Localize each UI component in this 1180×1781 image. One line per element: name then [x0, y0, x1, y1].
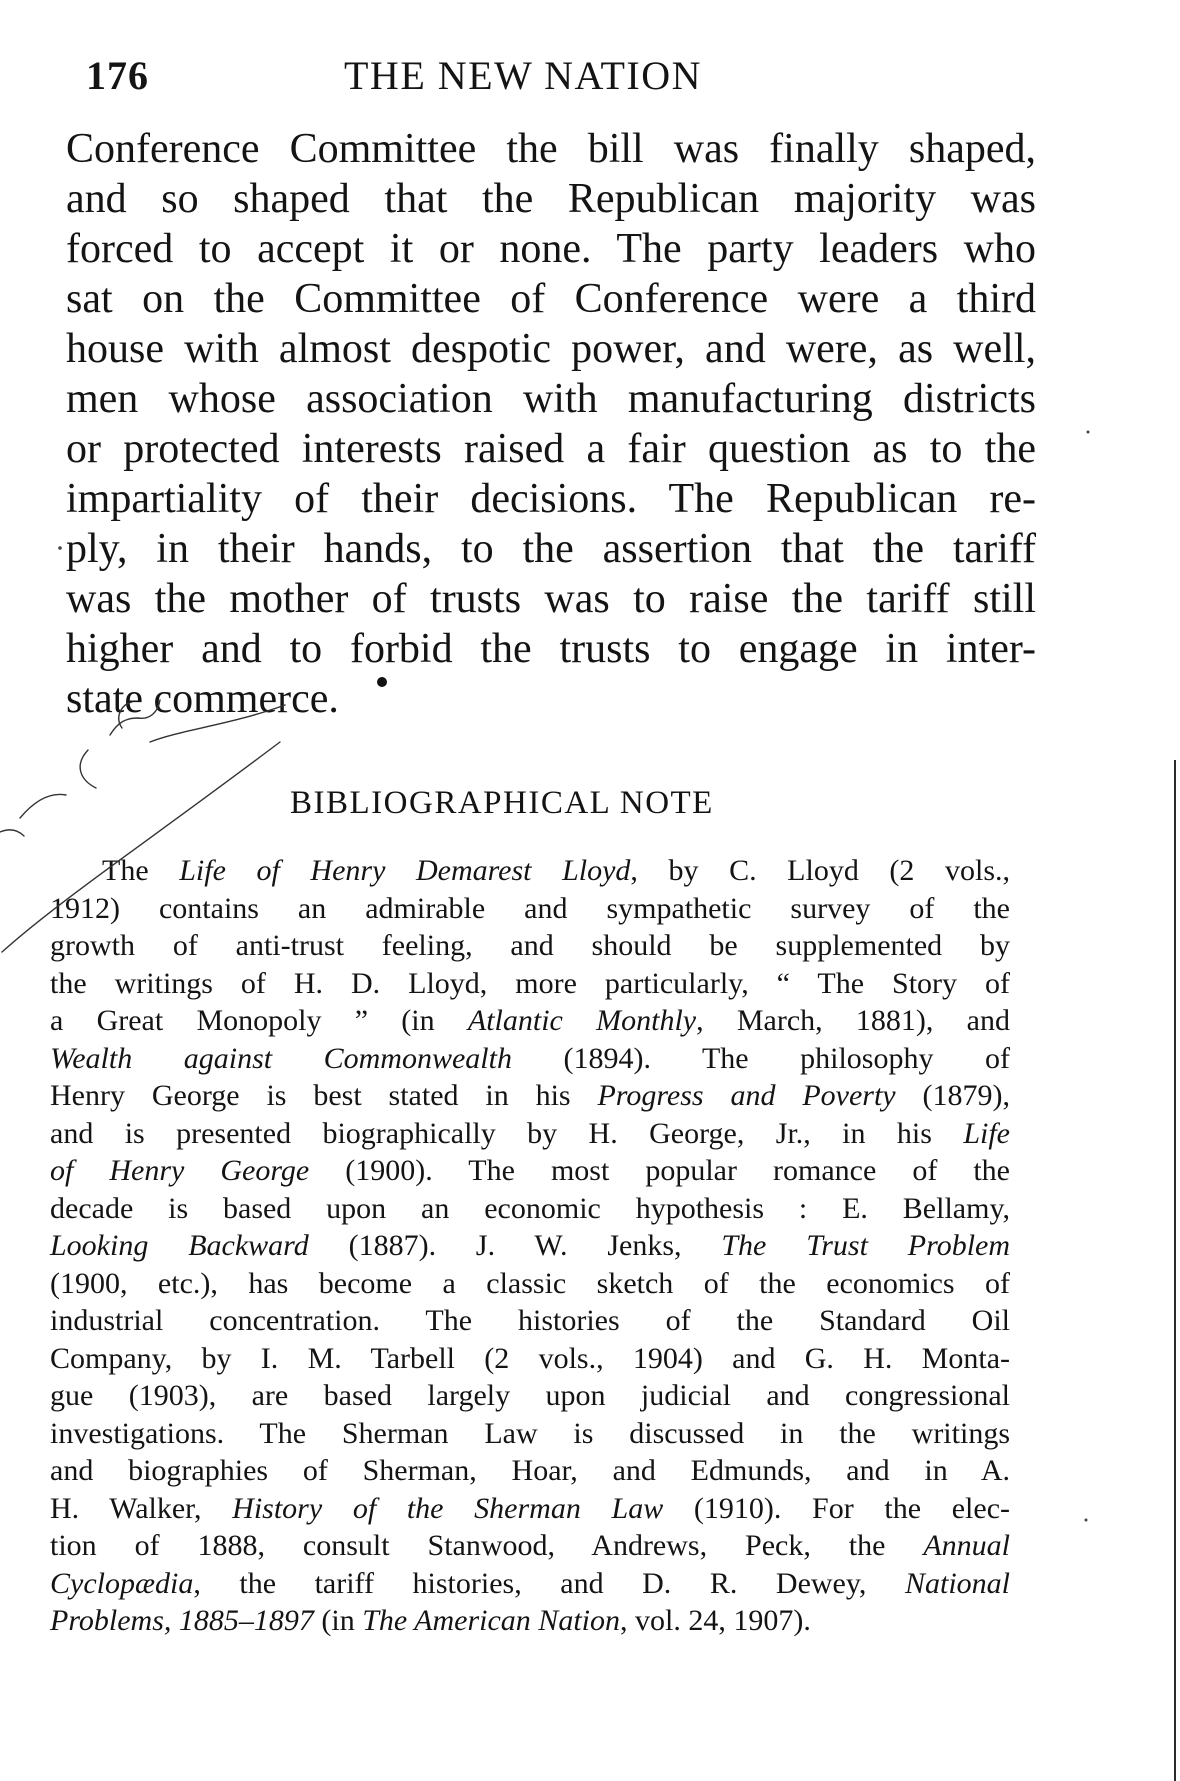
italic-title: Life of Henry Demarest Lloyd — [179, 854, 631, 887]
italic-title: The American Nation — [362, 1604, 620, 1637]
italic-title: Wealth against Commonwealth — [50, 1041, 512, 1075]
body-line: and so shaped that the Republican majority was — [66, 176, 1036, 222]
note-text-run: tion of 1888, consult Stanwood, Andrews, Peck, the — [50, 1529, 924, 1562]
ink-speck — [1085, 1519, 1088, 1522]
note-text-run: the writings of H. D. Lloyd, more particularly, “ The Story of — [50, 966, 1010, 1000]
pencil-stroke — [2, 742, 280, 952]
note-text-run: decade is based upon an economic hypothesis : E. Bellamy, — [50, 1191, 1010, 1225]
note-text-run: (1910). For the elec- — [663, 1491, 1011, 1525]
italic-title: Progress and Poverty — [597, 1079, 896, 1112]
page-edge-rule — [1174, 760, 1176, 1781]
body-line: was the mother of trusts was to raise the tariff still — [66, 576, 1036, 622]
italic-title: Cyclopædia — [50, 1566, 194, 1600]
note-text-run: Company, by I. M. Tarbell (2 vols., 1904) and G. H. Monta- — [50, 1341, 1010, 1375]
ink-speck — [1087, 431, 1090, 434]
note-text-run: growth of anti-trust feeling, and should be supplemented by — [50, 929, 1010, 962]
italic-title: Annual — [923, 1529, 1010, 1562]
note-text-run: (1900, etc.), has become a classic sketch of the economics of — [50, 1266, 1010, 1300]
bibliographical-note-heading: BIBLIOGRAPHICAL NOTE — [290, 785, 714, 821]
pencil-stroke — [119, 702, 132, 728]
note-text-run: , by C. Lloyd (2 vols., — [630, 854, 1011, 887]
italic-title: Problems, 1885–1897 — [50, 1604, 314, 1637]
body-line: sat on the Committee of Conference were a third — [66, 276, 1036, 322]
note-text-run: (1887). J. W. Jenks, — [308, 1229, 722, 1262]
ink-speck — [58, 546, 62, 550]
italic-title: Looking Backward — [50, 1229, 309, 1262]
body-line: impartiality of their decisions. The Republican re- — [66, 476, 1036, 522]
italic-title: Atlantic Monthly — [467, 1004, 697, 1037]
note-text-run: a Great Monopoly ” (in — [50, 1004, 468, 1037]
running-title: THE NEW NATION — [344, 53, 702, 98]
note-text-run: gue (1903), are based largely upon judicial and congressional — [50, 1379, 1010, 1412]
body-line: men whose association with manufacturing districts — [66, 376, 1036, 422]
note-text-run: , the tariff histories, and D. R. Dewey, — [193, 1566, 905, 1600]
note-text-run: Henry George is best stated in his — [50, 1079, 598, 1112]
note-text-run: (1879), — [895, 1079, 1010, 1112]
note-text-run: industrial concentration. The histories of the Standard Oil — [50, 1304, 1010, 1337]
note-text-run: , vol. 24, 1907). — [620, 1604, 811, 1637]
note-text-run: investigations. The Sherman Law is discussed in the writings — [50, 1416, 1010, 1450]
body-line: or protected interests raised a fair question as to the — [66, 426, 1036, 472]
italic-title: History of the Sherman Law — [232, 1491, 664, 1525]
pencil-stroke — [110, 700, 160, 735]
italic-title: National — [904, 1566, 1010, 1600]
body-line: house with almost despotic power, and were, as well, — [66, 326, 1036, 372]
note-text-run: H. Walker, — [50, 1491, 233, 1525]
note-text-run: 1912) contains an admirable and sympathetic survey of the — [50, 891, 1010, 925]
ink-blot — [377, 677, 387, 687]
note-text-run: , March, 1881), and — [696, 1004, 1010, 1037]
note-text-run: and biographies of Sherman, Hoar, and Edmunds, and in A. — [50, 1454, 1010, 1487]
body-line: Conference Committee the bill was finally shaped, — [66, 126, 1036, 172]
body-line: ply, in their hands, to the assertion that the tariff — [66, 526, 1036, 572]
note-text-run: (1900). The most popular romance of the — [309, 1154, 1010, 1187]
note-text-run: (in — [313, 1604, 363, 1637]
pencil-stroke — [0, 830, 24, 836]
body-line: higher and to forbid the trusts to engage in inter- — [66, 626, 1036, 672]
note-text-run: and is presented biographically by H. George, Jr., in his — [50, 1116, 964, 1150]
note-text-run: The — [102, 854, 180, 887]
italic-title: Life — [963, 1116, 1010, 1150]
pencil-stroke — [80, 750, 96, 788]
note-text-run: (1894). The philosophy of — [511, 1041, 1010, 1075]
body-line: forced to accept it or none. The party leaders who — [66, 226, 1036, 272]
italic-title: The Trust Problem — [721, 1229, 1011, 1262]
page-number: 176 — [86, 53, 149, 98]
italic-title: of Henry George — [50, 1154, 310, 1187]
pencil-stroke — [150, 705, 285, 742]
pencil-stroke — [20, 794, 66, 818]
body-line: state commerce. — [66, 676, 339, 722]
